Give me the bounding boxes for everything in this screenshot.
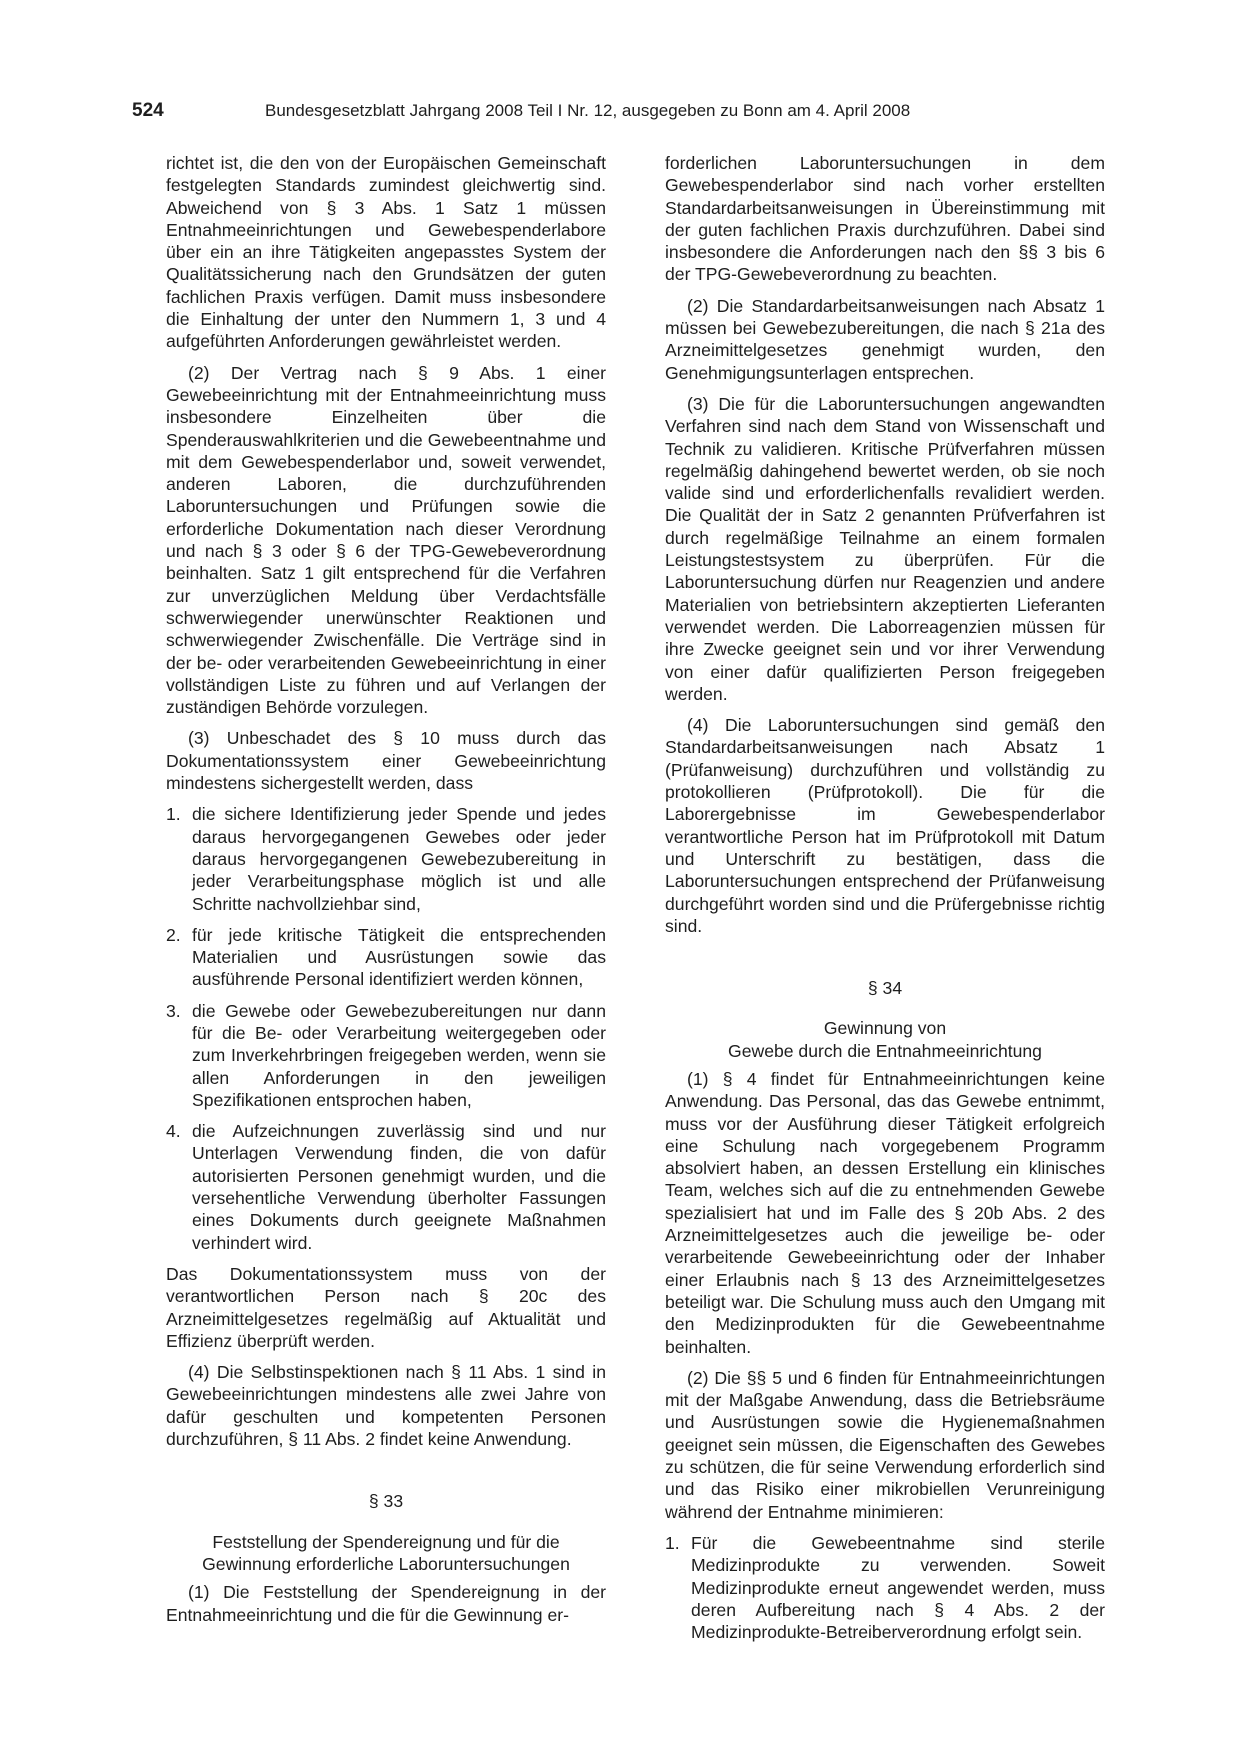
list-item-number: 3. (166, 1000, 181, 1021)
paragraph: Das Dokumentationssystem muss von der verantwortlichen Person nach § 20c des Arzneimittelgesetzes regelmäßig auf Aktualität und Effizienz überprüft werden. (166, 1263, 606, 1351)
section-title-line: Gewinnung von (823, 1018, 947, 1039)
list-item-text: die Gewebe oder Gewebezubereitungen nur dann für die Be- oder Verarbeitung weitergegeben oder zum Inverkehrbringen freigegeben werden, wenn sie allen Anforderungen in den jeweiligen Spezifikationen entsprochen haben, (192, 1000, 606, 1110)
list-item (166, 1000, 606, 1111)
paragraph: (1) § 4 findet für Entnahmeeinrichtungen keine Anwendung. Das Personal, das das Gewebe entnimmt, muss vor der Ausführung dieser Tätigkeit erfolgreich eine Schulung nach vorgegebenem Programm absolviert haben, an dessen Erstellung ein klinisches Team, welches sich auf die zu entnehmenden Gewebe spezialisiert hat und im Falle des § 20b Abs. 2 des Arzneimittelgesetzes auch die jeweilige be- oder verarbeitende Gewebeeinrichtung oder der Inhaber einer Erlaubnis nach § 13 des Arzneimittelgesetzes beteiligt war. Die Schulung muss auch den Umgang mit den Medizinprodukten für die Gewebeentnahme beinhalten. (665, 1068, 1105, 1357)
section-title-line: Feststellung der Spendereignung und für die (212, 1531, 560, 1552)
section-number: § 33 (368, 1491, 404, 1512)
list-item-text: die sichere Identifizierung jeder Spende und jedes daraus hervorgegangenen Gewebes oder jeder daraus hervorgegangenen Gewebezubereitung in jeder Verarbeitungsphase möglich ist und alle Schritte nachvollziehbar sind, (192, 804, 606, 914)
enumerated-list (166, 803, 606, 1254)
paragraph: (2) Die Standardarbeitsanweisungen nach Absatz 1 müssen bei Gewebezubereitungen, die nach § 21a des Arzneimittelgesetzes genehmigt wurden, den Genehmigungsunterlagen entsprechen. (665, 295, 1105, 383)
paragraph: (1) Die Feststellung der Spendereignung in der Entnahmeeinrichtung und die für die Gewinnung er- (166, 1582, 606, 1625)
running-title: Bundesgesetzblatt Jahrgang 2008 Teil I Nr. 12, ausgegeben zu Bonn am 4. April 2008 (265, 101, 911, 120)
paragraph: (2) Der Vertrag nach § 9 Abs. 1 einer Gewebeeinrichtung mit der Entnahmeeinrichtung muss insbesondere Einzelheiten über die Spenderauswahlkriterien und die Gewebeentnahme und mit dem Gewebespenderlabor und, soweit verwendet, anderen Laboren, die durchzuführenden Laboruntersuchungen und Prüfungen sowie die erforderliche Dokumentation nach dieser Verordnung und nach § 3 oder § 6 der TPG-Gewebeverordnung beinhalten. Satz 1 gilt entsprechend für die Verfahren zur unverzüglichen Meldung über Verdachtsfälle schwerwiegender unerwünschter Reaktionen und schwerwiegender Zwischenfälle. Die Verträge sind in der be- oder verarbeitenden Gewebeeinrichtung in einer vollständigen Liste zu führen und auf Verlangen der zuständigen Behörde vorzulegen. (166, 362, 606, 718)
right-column (665, 152, 1105, 1652)
list-item-text: Für die Gewebeentnahme sind sterile Medizinprodukte zu verwenden. Soweit Medizinprodukte erneut angewendet werden, muss deren Aufbereitung nach § 4 Abs. 2 der Medizinprodukte-Betreiberverordnung erfolgt sein. (691, 1532, 1105, 1643)
list-item (166, 1120, 606, 1254)
section-title-line: Gewinnung erforderliche Laboruntersuchungen (202, 1553, 570, 1574)
paragraph: (4) Die Laboruntersuchungen sind gemäß den Standardarbeitsanweisungen nach Absatz 1 (Prüfanweisung) durchzuführen und vollständig zu protokollieren (Prüfprotokoll). Die für die Laborergebnisse im Gewebespenderlabor verantwortliche Person hat im Prüfprotokoll mit Datum und Unterschrift zu bestätigen, dass die Laboruntersuchungen entsprechend der Prüfanweisung durchgeführt worden sind und die Prüfergebnisse richtig sind. (665, 715, 1105, 936)
left-column (166, 152, 606, 1635)
list-item-text: für jede kritische Tätigkeit die entsprechenden Materialien und Ausrüstungen sowie das ausführende Personal identifiziert werden können, (192, 924, 606, 990)
list-item (665, 1532, 1105, 1643)
section-title (166, 1531, 606, 1576)
section-title (665, 1017, 1105, 1062)
list-item-text: die Aufzeichnungen zuverlässig sind und nur Unterlagen Verwendung finden, die von dafür autorisierten Personen genehmigt wurden, und die versehentliche Verwendung überholter Fassungen eines Dokuments durch geeignete Maßnahmen verhindert wird. (192, 1121, 606, 1253)
paragraph: (2) Die §§ 5 und 6 finden für Entnahmeeinrichtungen mit der Maßgabe Anwendung, dass die Betriebsräume und Ausrüstungen sowie die Hygienemaßnahmen geeignet sein müssen, die Eigenschaften des Gewebes zu schützen, die für seine Verwendung erforderlich sind und das Risiko einer mikrobiellen Verunreinigung während der Entnahme minimieren: (665, 1367, 1105, 1522)
list-item (166, 803, 606, 914)
paragraph: (3) Die für die Laboruntersuchungen angewandten Verfahren sind nach dem Stand von Wissenschaft und Technik zu validieren. Kritische Prüfverfahren müssen regelmäßig dahingehend bewertet werden, ob sie noch valide sind und erforderlichenfalls revalidiert werden. Die Qualität der in Satz 2 genannten Prüfverfahren ist durch regelmäßige Teilnahme an einem formalen Leistungstestsystem zu überprüfen. Für die Laboruntersuchung dürfen nur Reagenzien und andere Materialien von betriebsintern akzeptierten Lieferanten verwendet werden. Die Laborreagenzien müssen für ihre Zwecke geeignet sein und vor ihrer Verwendung von einer dafür qualifizierten Person freigegeben werden. (665, 393, 1105, 704)
list-item-number: 2. (166, 924, 181, 945)
list-item (166, 924, 606, 991)
section-number: § 34 (867, 978, 903, 999)
list-item-number: 1. (665, 1532, 680, 1553)
enumerated-list (665, 1532, 1105, 1643)
list-item-number: 4. (166, 1121, 181, 1142)
paragraph: (3) Unbeschadet des § 10 muss durch das Dokumentationssystem einer Gewebeeinrichtung mindestens sichergestellt werden, dass (166, 728, 606, 794)
paragraph: richtet ist, die den von der Europäischen Gemeinschaft festgelegten Standards zumindest gleichwertig sind. Abweichend von § 3 Abs. 1 Satz 1 müssen Entnahmeeinrichtungen und Gewebespenderlabore über ein an ihre Tätigkeiten angepasstes System der Qualitätssicherung nach den Grundsätzen der guten fachlichen Praxis verfügen. Damit muss insbesondere die Einhaltung der unter den Nummern 1, 3 und 4 aufgeführten Anforderungen gewährleistet werden. (166, 153, 606, 352)
section-title-line: Gewebe durch die Entnahmeeinrichtung (728, 1040, 1042, 1061)
paragraph: forderlichen Laboruntersuchungen in dem Gewebespenderlabor sind nach vorher erstellten Standardarbeitsanweisungen in Übereinstimmung mit der guten fachlichen Praxis durchzuführen. Dabei sind insbesondere die Anforderungen nach den §§ 3 bis 6 der TPG-Gewebeverordnung zu beachten. (665, 153, 1105, 285)
list-item-number: 1. (166, 804, 181, 825)
page-number: 524 (132, 100, 164, 121)
page-header (0, 100, 1241, 126)
paragraph: (4) Die Selbstinspektionen nach § 11 Abs. 1 sind in Gewebeeinrichtungen mindestens alle zwei Jahre von dafür geschulten und kompetenten Personen durchzuführen, § 11 Abs. 2 findet keine Anwendung. (166, 1362, 606, 1450)
